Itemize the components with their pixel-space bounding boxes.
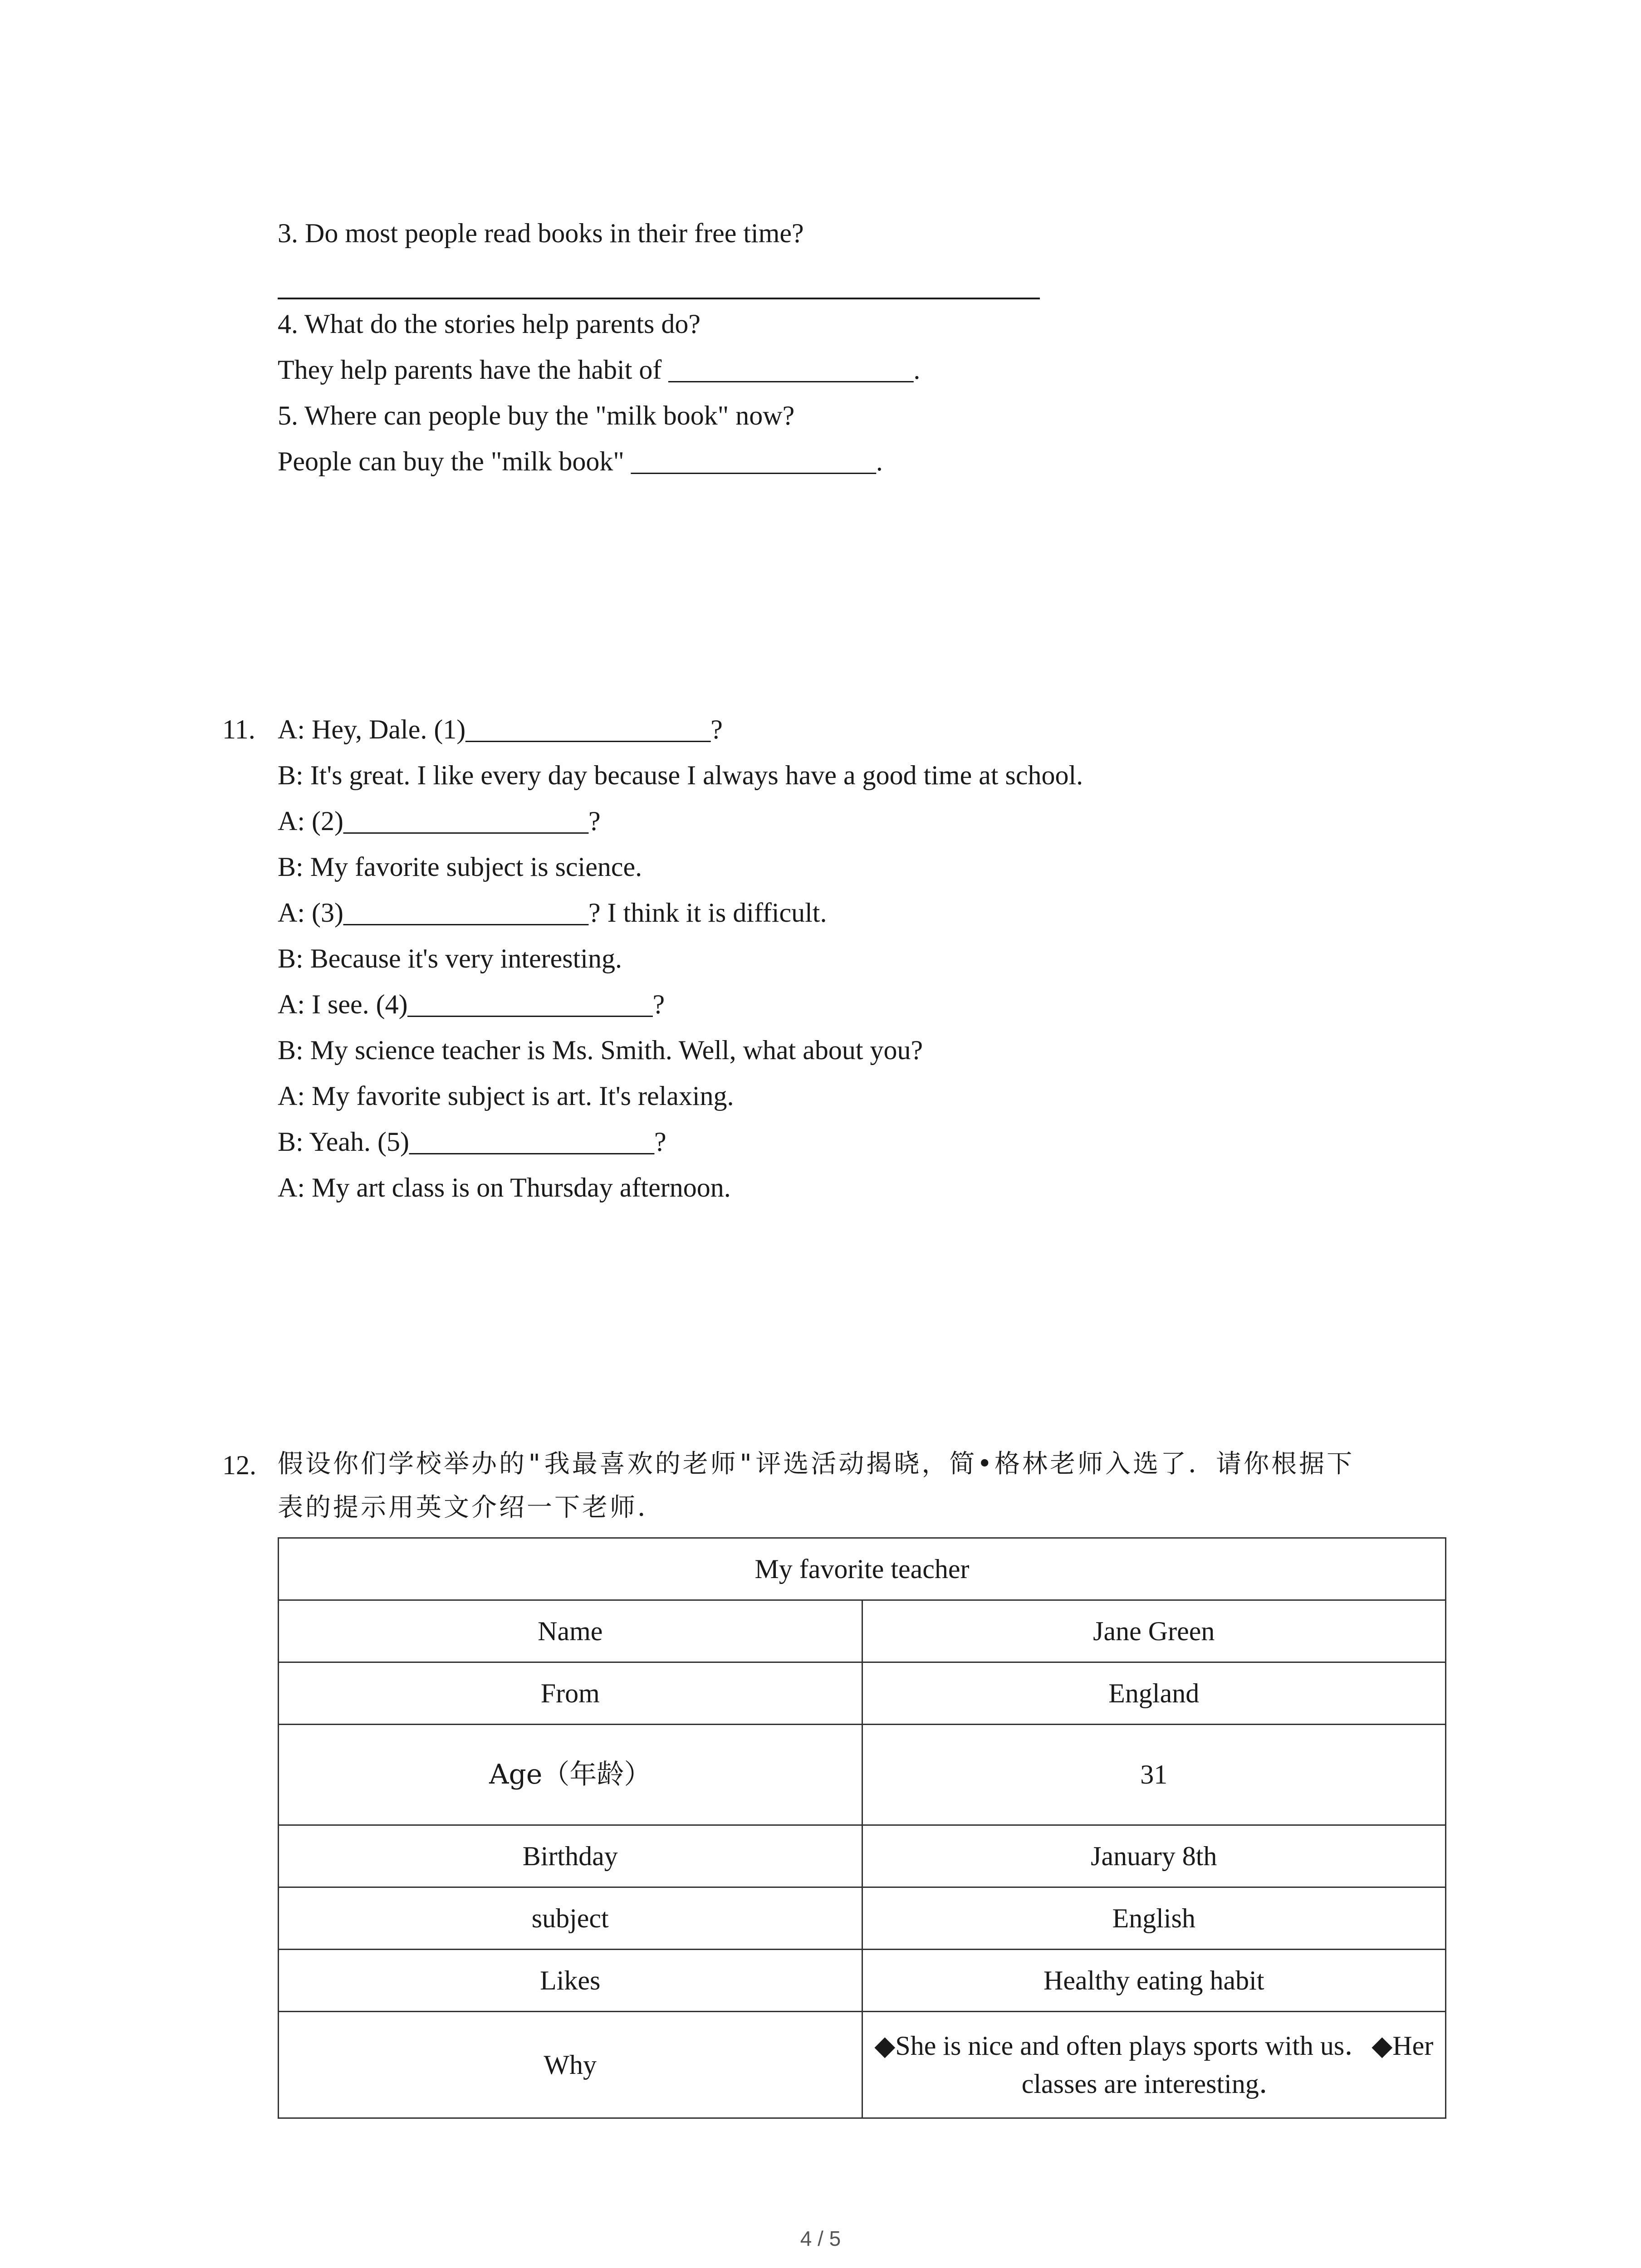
row-label: From: [279, 1662, 862, 1725]
question-12-prompt-cont: 表的提示用英文介绍一下老师．: [278, 1493, 665, 1522]
reading-question-4: 4. What do the stories help parents do?: [278, 309, 700, 339]
reading-question-5: 5. Where can people buy the "milk book" now?: [278, 401, 795, 430]
dialogue-line: B: Yeah. (5)__________________?: [278, 1127, 666, 1157]
row-label: Birthday: [279, 1825, 862, 1887]
dialogue-line: B: My science teacher is Ms. Smith. Well, what about you?: [278, 1035, 923, 1065]
question-12-prompt: 假设你们学校举办的"我最喜欢的老师"评选活动揭晓，简•格林老师入选了．请你根据下: [278, 1449, 1355, 1479]
table-title-row: [279, 1538, 1446, 1600]
dialogue-line: B: It's great. I like every day because I always have a good time at school.: [278, 760, 1083, 790]
page-number: 4 / 5: [800, 2227, 841, 2250]
dialogue-line: B: Because it's very interesting.: [278, 943, 622, 973]
row-label: Name: [279, 1600, 862, 1662]
question-number-12: 12.: [222, 1450, 256, 1480]
table-row: [279, 1825, 1446, 1887]
row-label: subject: [279, 1887, 862, 1950]
row-value: January 8th: [862, 1825, 1446, 1887]
reading-answer-4: They help parents have the habit of __________________.: [278, 355, 921, 385]
table-row: [279, 2012, 1446, 2118]
dialogue-line: A: (3)__________________? I think it is difficult.: [278, 898, 827, 928]
dialogue-line: A: My favorite subject is art. It's relaxing.: [278, 1081, 734, 1111]
answer-line: [278, 298, 1040, 299]
table-title: My favorite teacher: [279, 1538, 1446, 1600]
dialogue-line: A: (2)__________________?: [278, 806, 601, 836]
row-value: 31: [862, 1725, 1446, 1825]
table-row: [279, 1662, 1446, 1725]
row-label: Likes: [279, 1950, 862, 2012]
row-value: England: [862, 1662, 1446, 1725]
dialogue-line: A: Hey, Dale. (1)__________________?: [278, 714, 723, 744]
row-value: English: [862, 1887, 1446, 1950]
table-row: [279, 1887, 1446, 1950]
reading-question-3: 3. Do most people read books in their free time?: [278, 218, 804, 248]
dialogue-line: A: I see. (4)__________________?: [278, 989, 665, 1019]
row-value: Healthy eating habit: [862, 1950, 1446, 2012]
table-row: [279, 1725, 1446, 1825]
question-number-11: 11.: [222, 714, 255, 744]
reading-answer-5: People can buy the "milk book" __________________.: [278, 446, 883, 476]
dialogue-line: A: My art class is on Thursday afternoon.: [278, 1173, 731, 1202]
teacher-info-table: [278, 1537, 1446, 2119]
table-row: [279, 1600, 1446, 1662]
row-label: Age（年龄）: [279, 1725, 862, 1825]
dialogue-line: B: My favorite subject is science.: [278, 852, 642, 882]
row-label: Why: [279, 2012, 862, 2118]
table-row: [279, 1950, 1446, 2012]
row-value: ◆She is nice and often plays sports with us．◆Her classes are interesting．: [862, 2012, 1446, 2118]
row-value: Jane Green: [862, 1600, 1446, 1662]
